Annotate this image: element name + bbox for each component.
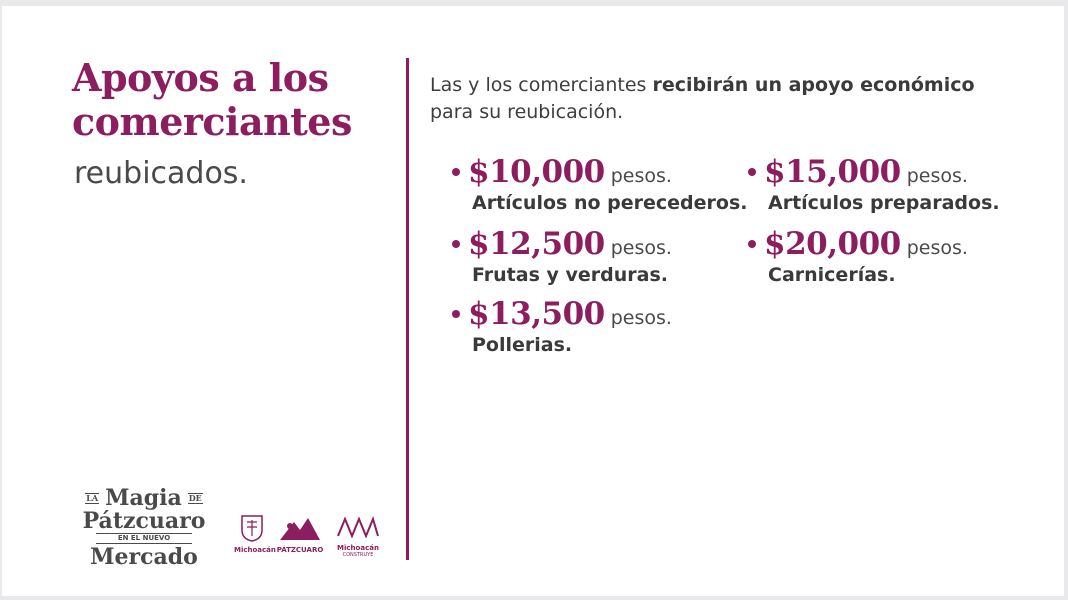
bullet-icon [452,168,460,176]
patzcuaro-caption: PÁTZCUARO [276,546,324,554]
support-description: Frutas y verduras. [472,264,668,286]
intro-part-1: Las y los comerciantes [430,74,653,96]
support-item [452,154,747,214]
support-item [748,226,968,286]
support-amount: $10,000 [468,154,605,190]
support-description: Pollerias. [472,334,573,356]
support-unit: pesos. [906,237,968,259]
magia-patzcuaro-logo [74,486,214,569]
logo-la: LA [86,492,99,503]
logo-patzcuaro: Pátzcuaro [82,508,206,534]
bullet-icon [748,168,756,176]
intro-part-2: para su reubicación. [430,101,624,123]
support-item [748,154,1000,214]
support-item [452,296,672,356]
title-line-1: Apoyos a los [72,55,329,100]
page-subtitle: reubicados. [74,156,248,191]
bullet-icon [452,310,460,318]
page-title [72,56,402,144]
michoacan-construye-logo [332,514,384,558]
support-amount: $13,500 [468,296,605,332]
title-line-2: comerciantes [72,99,352,144]
intro-bold: recibirán un apoyo económico [652,74,975,96]
logo-de: DE [188,492,202,503]
support-amount: $20,000 [764,226,901,262]
bullet-icon [452,240,460,248]
support-unit: pesos. [610,237,672,259]
logo-en-el-nuevo: EN EL NUEVO [96,533,192,544]
support-amount: $12,500 [468,226,605,262]
construye-name: Michoacán [337,544,379,552]
support-amount: $15,000 [764,154,901,190]
coat-of-arms-icon [240,514,264,542]
construye-mark-icon [335,514,381,540]
support-unit: pesos. [906,165,968,187]
support-unit: pesos. [610,307,672,329]
support-item [452,226,672,286]
support-description: Artículos no perecederos. [472,192,748,214]
support-description: Artículos preparados. [768,192,1000,214]
intro-text [430,72,1020,126]
michoacan-gov-logo [234,514,276,554]
michoacan-gov-caption: Michoacán [234,546,276,554]
patzcuaro-logo [272,514,328,554]
construye-tag: CONSTRUYE [342,552,374,558]
support-description: Carnicerías. [768,264,896,286]
content-card [2,6,1064,596]
support-unit: pesos. [610,165,672,187]
vertical-divider [406,58,409,560]
patzcuaro-mark-icon [276,514,324,542]
bullet-icon [748,240,756,248]
logo-magia: Magia [105,485,182,511]
logo-mercado: Mercado [90,544,198,570]
